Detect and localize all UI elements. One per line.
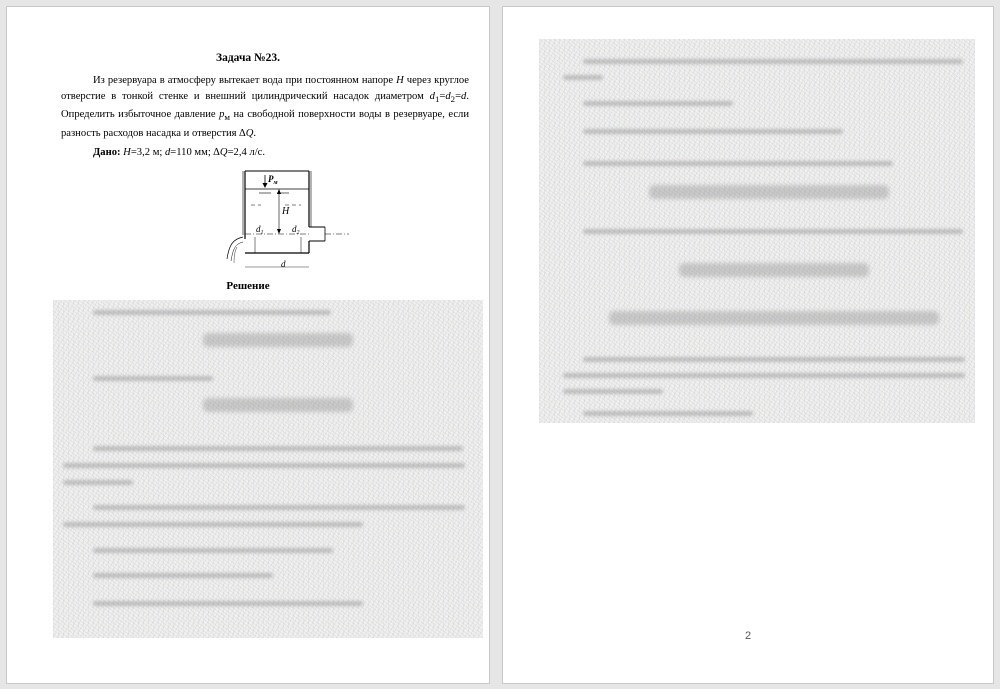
jet-stream xyxy=(227,237,243,259)
pressure-label: $P_м$ xyxy=(268,174,278,186)
problem-title: Задача №23. xyxy=(216,52,280,64)
solution-heading: Решение xyxy=(226,280,270,292)
given-data: Дано: H=3,2 м; d=110 мм; ∆Q=2,4 л/с. xyxy=(93,147,266,158)
head-label: H xyxy=(282,206,290,217)
d-label: d xyxy=(281,259,286,269)
d2-label: $d_2$ xyxy=(292,224,300,236)
problem-statement: Из резервуара в атмосферу вытекает вода при постоянном напоре H через круглое отверстие в тонкой стенке и внешний цилиндрический насадок диаметром $d_1=d_2=d$. Определить избыточное давление $p_м$ на свободной поверхности воды в резервуаре, если разность расходов насадка и отверстия ∆Q. xyxy=(61,75,469,139)
d1-label: $d_1$ xyxy=(256,224,264,236)
blurred-solution-text xyxy=(53,300,483,638)
reservoir-diagram xyxy=(225,167,355,272)
document-page-2 xyxy=(502,6,994,684)
blurred-solution-text-continued xyxy=(539,39,975,423)
document-page-1 xyxy=(6,6,490,684)
page-number: 2 xyxy=(744,630,752,642)
